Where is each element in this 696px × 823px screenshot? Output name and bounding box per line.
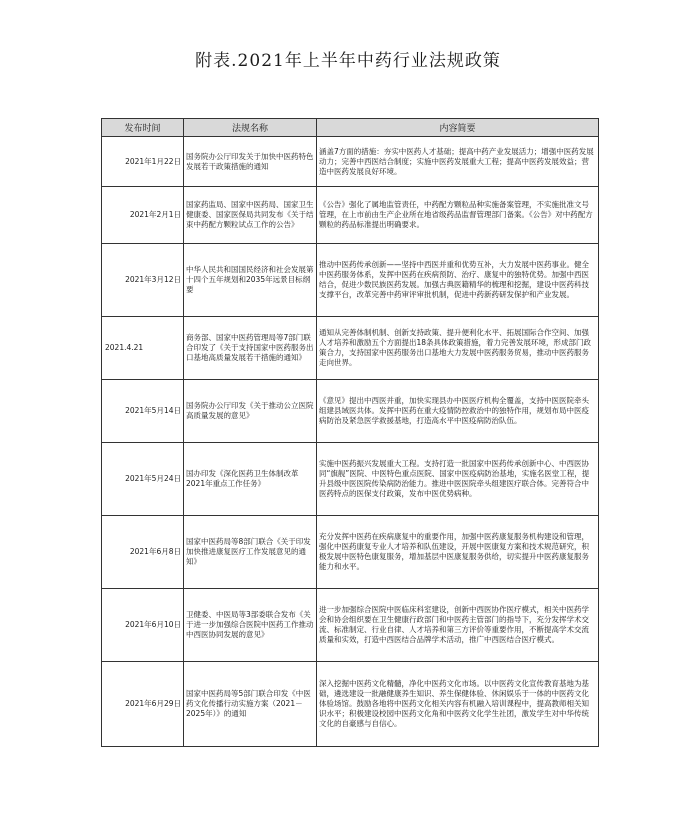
row-regulation-name: 中华人民共和国国民经济和社会发展第十四个五年规划和2035年远景目标纲要 [184,244,317,317]
table-row [102,589,599,662]
row-date: 2021年6月29日 [102,662,184,747]
row-date: 2021年3月12日 [102,244,184,317]
policy-table [101,118,599,747]
table-row [102,244,599,317]
table-row [102,380,599,443]
row-content-summary: 《意见》提出中西医并重，加快实现县办中医医疗机构全覆盖，支持中医医院牵头组建县域医共体。发挥中医药在重大疫情防控救治中的独特作用，规划布局中医疫病防治及紧急医学救援基地，打造高水平中医疫病防治队伍。 [317,380,599,443]
row-content-summary: 进一步加强综合医院中医临床科室建设，创新中西医协作医疗模式，相关中医药学会和协会组织要在卫生健康行政部门和中医药主管部门的指导下，充分发挥学术交流、标准制定、行业自律、人才培养和第三方评价等重要作用，不断提高学术交流质量和实效，打造中西医结合品牌学术活动，推广中西医结合医疗模式。 [317,589,599,662]
row-date: 2021年5月14日 [102,380,184,443]
table-row [102,187,599,244]
row-content-summary: 推动中医药传承创新——坚持中西医并重和优势互补，大力发展中医药事业。健全中医药服务体系，发挥中医药在疾病预防、治疗、康复中的独特优势。加强中西医结合，促进少数民族医药发展。加强古典医籍精华的梳理和挖掘，建设中医药科技支撑平台，改革完善中药审评审批机制，促进中药新药研发保护和产业发展。 [317,244,599,317]
row-date: 2021年1月22日 [102,137,184,187]
row-date: 2021年6月10日 [102,589,184,662]
row-regulation-name: 国务院办公厅印发关于加快中医药特色发展若干政策措施的通知 [184,137,317,187]
header-regulation-name: 法规名称 [184,119,317,137]
row-date: 2021年5月24日 [102,443,184,516]
row-date: 2021.4.21 [102,317,184,380]
page-title: 附表.2021年上半年中药行业法规政策 [195,51,501,71]
row-content-summary: 涵盖7方面的措施：夯实中医药人才基础；提高中药产业发展活力；增强中医药发展动力；完善中西医结合制度；实施中医药发展重大工程；提高中医药发展效益；营造中医药发展良好环境。 [317,137,599,187]
row-date: 2021年2月1日 [102,187,184,244]
row-regulation-name: 卫健委、中医局等3部委联合发布《关于进一步加强综合医院中医药工作推动中西医协同发展的意见》 [184,589,317,662]
row-date: 2021年6月8日 [102,516,184,589]
table-row [102,662,599,747]
row-regulation-name: 国务院办公厅印发《关于推动公立医院高质量发展的意见》 [184,380,317,443]
row-regulation-name: 国家药监局、国家中医药局、国家卫生健康委、国家医保局共同发布《关于结束中药配方颗粒试点工作的公告》 [184,187,317,244]
row-content-summary: 《公告》强化了属地监管责任，中药配方颗粒品种实施备案管理，不实施批准文号管理，在上市前由生产企业所在地省级药品监督管理部门备案。《公告》对中药配方颗粒的药品标准提出明确要求。 [317,187,599,244]
table-row [102,137,599,187]
row-content-summary: 实施中医药振兴发展重大工程。支持打造一批国家中医药传承创新中心、中西医协同“旗舰”医院、中医特色重点医院、国家中医疫病防治基地，实施名医堂工程，提升县级中医医院传染病防治能力。推进中医医院牵头组建医疗联合体。完善符合中医药特点的医保支付政策，发布中医优势病种。 [317,443,599,516]
table-row [102,443,599,516]
row-regulation-name: 商务部、国家中医药管理局等7部门联合印发了《关于支持国家中医药服务出口基地高质量发展若干措施的通知》 [184,317,317,380]
row-content-summary: 深入挖掘中医药文化精髓，净化中医药文化市场。以中医药文化宣传教育基地为基础，遴选建设一批融健康养生知识、养生保健体验、休闲娱乐于一体的中医药文化体验场馆。鼓励各地将中医药文化相关内容有机融入培训课程中，提高教师相关知识水平；积极建设校园中医药文化角和中医药文化学生社团，激发学生对中华传统文化的自豪感与自信心。 [317,662,599,747]
row-regulation-name: 国办印发《深化医药卫生体制改革2021年重点工作任务》 [184,443,317,516]
table-row [102,516,599,589]
row-regulation-name: 国家中医药局等8部门联合《关于印发加快推进康复医疗工作发展意见的通知》 [184,516,317,589]
header-content-summary: 内容简要 [317,119,599,137]
header-date: 发布时间 [102,119,184,137]
row-regulation-name: 国家中医药局等5部门联合印发《中医药文化传播行动实施方案（2021－2025年）》的通知 [184,662,317,747]
row-content-summary: 充分发挥中医药在疾病康复中的重要作用，加强中医药康复服务机构建设和管理，强化中医药康复专业人才培养和队伍建设，开展中医康复方案和技术规范研究，积极发展中医特色康复服务，增加基层中医康复服务供给，切实提升中医药康复服务能力和水平。 [317,516,599,589]
table-row [102,317,599,380]
row-content-summary: 通知从完善体制机制、创新支持政策、提升便利化水平、拓展国际合作空间、加强人才培养和激励五个方面提出18条具体政策措施，着力完善发展环境，形成部门政策合力，支持国家中医药服务出口基地大力发展中医药服务贸易，推动中医药服务走向世界。 [317,317,599,380]
table-header-row [102,119,599,137]
